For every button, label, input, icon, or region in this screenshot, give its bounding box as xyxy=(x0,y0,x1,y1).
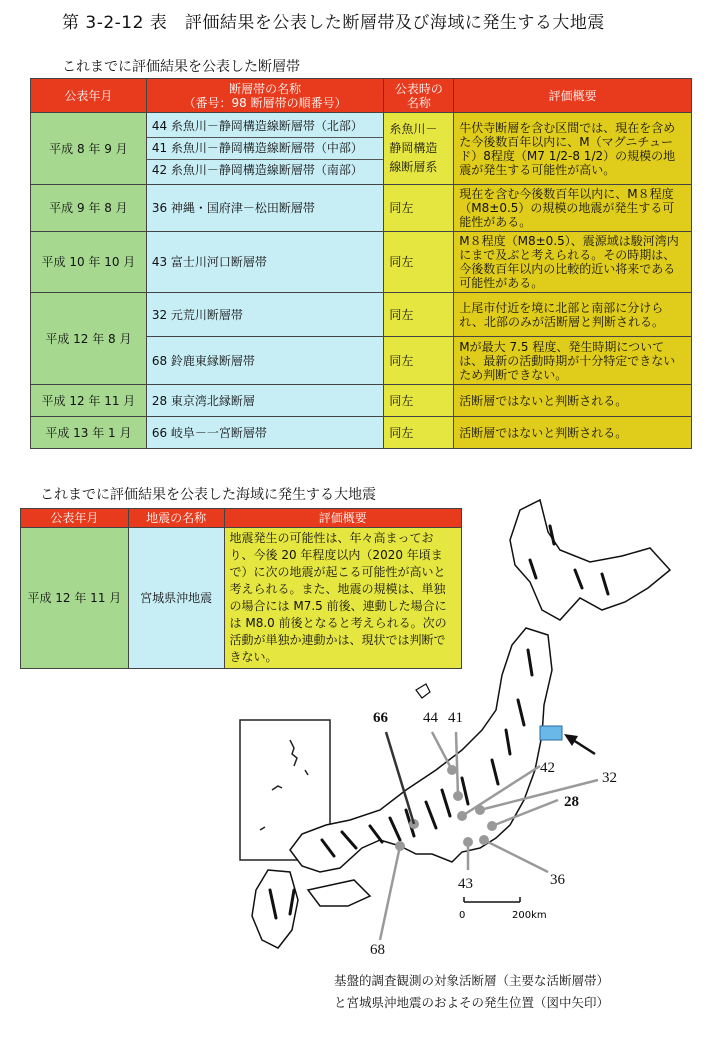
t2-header-summary: 評価概要 xyxy=(224,509,461,528)
row6-system: 同左 xyxy=(384,417,454,449)
row1-names xyxy=(146,113,384,185)
row5-summary: 活断層ではないと判断される。 xyxy=(454,385,692,417)
row6-summary: 活断層ではないと判断される。 xyxy=(454,417,692,449)
label-32: 32 xyxy=(602,770,617,786)
t2-header-name: 地震の名称 xyxy=(128,509,224,528)
map-caption-line2: と宮城県沖地震のおよその発生位置（図中矢印） xyxy=(334,995,610,1010)
row4-summary-1: 上尾市付近を境に北部と南部に分けられ、北部のみが活断層と判断される。 xyxy=(454,293,692,337)
header-date: 公表年月 xyxy=(31,79,147,113)
header-system xyxy=(384,79,454,113)
miyagi-quake-marker xyxy=(540,726,562,740)
map-caption xyxy=(334,970,609,1014)
t2-row-summary: 地震発生の可能性は、年々高まっており、今後 20 年程度以内（2020 年頃まで）に次の地震が起こる可能性が高いと考えられる。また、地震の規模は、単独の場合には M7.5 前後、連動した場合には M8.0 前後となると考えられる。次の活動が単独か連動かは、現状では判断できない。 xyxy=(224,528,461,669)
row3-system: 同左 xyxy=(384,232,454,293)
inset-islands xyxy=(260,740,308,830)
row4-system-2: 同左 xyxy=(384,337,454,385)
row4-name-2: 68 鈴鹿東縁断層帯 xyxy=(146,337,384,385)
scale-label-end: 200km xyxy=(512,910,547,921)
header-name-line1: 断層帯の名称 xyxy=(229,81,302,96)
table1-caption: これまでに評価結果を公表した断層帯 xyxy=(62,59,300,75)
t2-header-date: 公表年月 xyxy=(21,509,129,528)
hokkaido-outline xyxy=(510,500,670,620)
row4-summary-2: Mが最大 7.5 程度、発生時期については、最新の活動時期が十分特定できないため判断できない。 xyxy=(454,337,692,385)
row1-name-1: 44 糸魚川－静岡構造線断層帯（北部） xyxy=(147,116,384,138)
miyagi-arrowhead-icon xyxy=(564,734,578,746)
label-28: 28 xyxy=(564,794,579,810)
row4-system-1: 同左 xyxy=(384,293,454,337)
row2-name: 36 神縄・国府津－松田断層帯 xyxy=(146,185,384,232)
row4-date: 平成 12 年 8 月 xyxy=(31,293,147,385)
pointer-68 xyxy=(380,846,400,940)
t2-row-date: 平成 12 年 11 月 xyxy=(21,528,129,669)
row1-name-3: 42 糸魚川－静岡構造線断層帯（南部） xyxy=(151,163,363,177)
row3-name: 43 富士川河口断層帯 xyxy=(146,232,384,293)
row2-summary: 現在を含む今後数百年以内に、M８程度（M8±0.5）の規模の地震が発生する可能性がある。 xyxy=(454,185,692,232)
label-41: 41 xyxy=(448,710,463,726)
row5-date: 平成 12 年 11 月 xyxy=(31,385,147,417)
japan-fault-map xyxy=(230,470,700,960)
label-42: 42 xyxy=(540,760,555,776)
header-name xyxy=(146,79,384,113)
label-68: 68 xyxy=(370,942,385,958)
shikoku-outline xyxy=(308,880,370,906)
row1-summary: 牛伏寺断層を含む区間では、現在を含めた今後数百年以内に、M（マグニチュード）8程度（M7 1/2-8 1/2）の規模の地震が発生する可能性が高い。 xyxy=(454,113,692,185)
row6-date: 平成 13 年 1 月 xyxy=(31,417,147,449)
row1-date: 平成 8 年 9 月 xyxy=(31,113,147,185)
row2-system: 同左 xyxy=(384,185,454,232)
row3-summary: M８程度（M8±0.5）、震源域は駿河湾内にまで及ぶと考えられる。その時期は、今後数百年以内の比較的近い将来である可能性がある。 xyxy=(454,232,692,293)
row6-name: 66 岐阜－一宮断層帯 xyxy=(146,417,384,449)
label-36: 36 xyxy=(550,872,565,888)
scale-label-start: 0 xyxy=(459,910,466,921)
label-43: 43 xyxy=(458,876,473,892)
pointer-36 xyxy=(484,840,548,872)
map-caption-line1: 基盤的調査観測の対象活断層（主要な活断層帯） xyxy=(334,973,610,988)
row1-system: 糸魚川－静岡構造線断層系 xyxy=(384,113,454,185)
fault-zone-table xyxy=(30,78,692,449)
table2-caption: これまでに評価結果を公表した海域に発生する大地震 xyxy=(40,487,376,503)
t2-row-name: 宮城県沖地震 xyxy=(128,528,224,669)
header-system-line1: 公表時の xyxy=(394,81,443,96)
header-summary: 評価概要 xyxy=(454,79,692,113)
row5-name: 28 東京湾北縁断層 xyxy=(146,385,384,417)
row4-name-1: 32 元荒川断層帯 xyxy=(146,293,384,337)
row1-name-2: 41 糸魚川－静岡構造線断層帯（中部） xyxy=(147,138,384,160)
row5-system: 同左 xyxy=(384,385,454,417)
label-44: 44 xyxy=(423,710,438,726)
header-system-line2: 名称 xyxy=(406,95,431,110)
page-title: 第 3-2-12 表 評価結果を公表した断層帯及び海域に発生する大地震 xyxy=(62,13,605,33)
row3-date: 平成 10 年 10 月 xyxy=(31,232,147,293)
sado-outline xyxy=(416,684,430,698)
pointer-44 xyxy=(432,732,452,770)
label-66: 66 xyxy=(373,710,388,726)
row2-date: 平成 9 年 8 月 xyxy=(31,185,147,232)
header-name-line2: （番号：98 断層帯の順番号） xyxy=(183,95,347,110)
